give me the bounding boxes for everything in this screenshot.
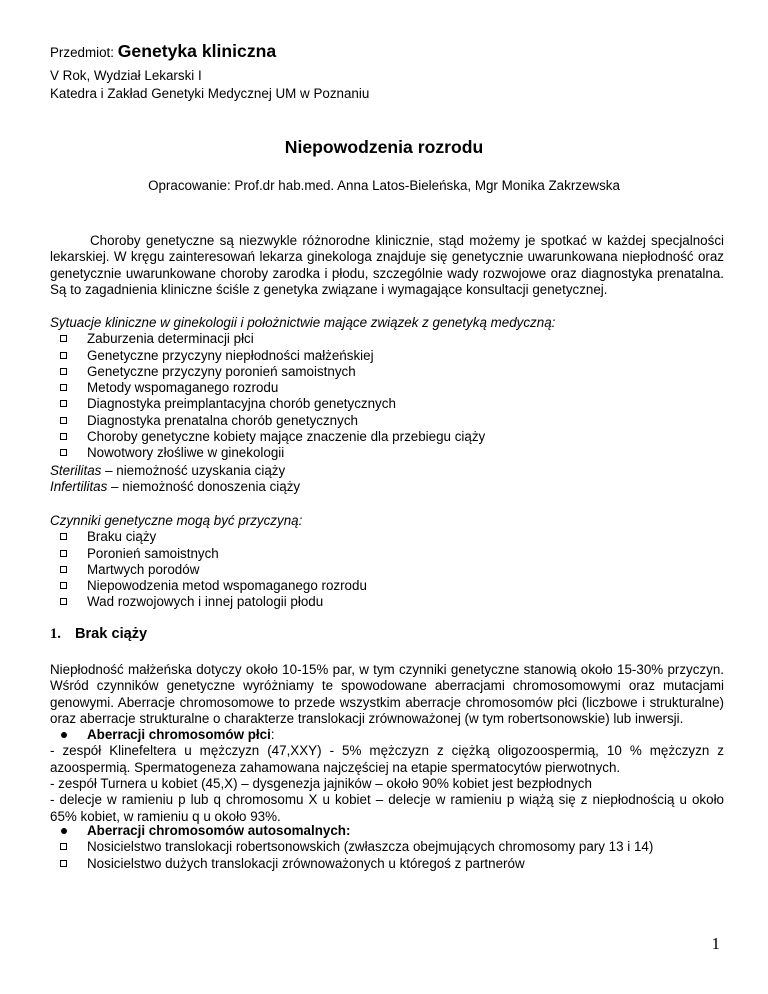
infertilitas-definition: Infertilitas – niemożność donoszenia ciąży: [50, 479, 301, 495]
checkbox-bullet-icon: [60, 417, 67, 424]
list-item: Metody wspomaganego rozrodu: [50, 380, 724, 396]
section-title: Brak ciąży: [74, 626, 148, 642]
intro-paragraph: Choroby genetyczne są niezwykle różnorodne klinicznie, stąd możemy je spotkać w każdej specjalności lekarskiej. W kręgu zainteresowań lekarza ginekologa znajduje się genetycznie uwarunkowana niepłodność oraz genetycznie uwarunkowane choroby zarodka i płodu, szczególnie wady rozwojowe oraz diagnostyka prenatalna. Są to zagadnienia kliniczne ściśle z genetyka związane i wymagające konsultacji genetycznej.: [50, 233, 724, 297]
list-item: Nosicielstwo dużych translokacji zrównoważonych u któregoś z partnerów: [50, 856, 724, 872]
section-number: 1.: [50, 626, 61, 642]
section-paragraph: Niepłodność małżeńska dotyczy około 10-15% par, w tym czynniki genetyczne stanowią około 15-30% przyczyn. Wśród czynników genetyczne wyróżniamy te spowodowane aberracjami chromosomowymi oraz mutacjami genowymi. Aberracje chromosomowe to przede wszystkim aberracje chromosomów płci (liczbowe i strukturalne) oraz aberracje strukturalne o charakterze translokacji zrównoważonej (w tym robertsonowskie) lub inwersji.: [50, 662, 724, 726]
checkbox-bullet-icon: [60, 335, 67, 342]
authors-line: Opracowanie: Prof.dr hab.med. Anna Latos-Bieleńska, Mgr Monika Zakrzewska: [148, 178, 620, 193]
sex-chromosome-bullet: Aberracji chromosomów płci:: [50, 727, 724, 743]
list-item: Niepowodzenia metod wspomaganego rozrodu: [50, 578, 724, 594]
list-item: Zaburzenia determinacji płci: [50, 331, 724, 347]
list-item: Genetyczne przyczyny niepłodności małżeńskiej: [50, 348, 724, 364]
checkbox-bullet-icon: [60, 550, 67, 557]
autosomal-section: [50, 823, 724, 872]
sex-line: - zespół Turnera u kobiet (45,X) – dysgenezja jajników – około 90% kobiet jest bezpłodnych: [50, 776, 592, 792]
list-item: Wad rozwojowych i innej patologii płodu: [50, 594, 724, 610]
bullet-dot-icon: [61, 732, 67, 738]
list-item: Nosicielstwo translokacji robertsonowskich (zwłaszcza obejmujących chromosomy pary 13 i 14): [50, 839, 724, 855]
department: Katedra i Zakład Genetyki Medycznej UM w Poznaniu: [50, 86, 370, 101]
checkbox-bullet-icon: [60, 449, 67, 456]
clinical-situations: [50, 315, 724, 462]
checkbox-bullet-icon: [60, 582, 67, 589]
autosomal-list: [50, 839, 724, 872]
checkbox-bullet-icon: [60, 352, 67, 359]
bullet-dot-icon: [61, 828, 67, 834]
genetic-factors: [50, 513, 724, 611]
situations-heading: Sytuacje kliniczne w ginekologii i położnictwie mające związek z genetyką medyczną:: [50, 315, 556, 330]
checkbox-bullet-icon: [60, 598, 67, 605]
section-body: [50, 662, 724, 825]
checkbox-bullet-icon: [60, 860, 67, 867]
factors-heading: Czynniki genetyczne mogą być przyczyną:: [50, 513, 303, 528]
list-item: Martwych porodów: [50, 562, 724, 578]
list-item: Poronień samoistnych: [50, 546, 724, 562]
subject-label: Przedmiot:: [50, 45, 114, 60]
page-number: 1: [711, 934, 720, 953]
autosomal-bullet: Aberracji chromosomów autosomalnych:: [50, 823, 724, 839]
checkbox-bullet-icon: [60, 368, 67, 375]
section-heading: [50, 626, 147, 643]
checkbox-bullet-icon: [60, 566, 67, 573]
list-item: Diagnostyka preimplantacyjna chorób genetycznych: [50, 396, 724, 412]
checkbox-bullet-icon: [60, 533, 67, 540]
list-item: Choroby genetyczne kobiety mające znaczenie dla przebiegu ciąży: [50, 429, 724, 445]
subject-name: Genetyka kliniczna: [117, 41, 277, 61]
list-item: Genetyczne przyczyny poronień samoistnych: [50, 364, 724, 380]
checkbox-bullet-icon: [60, 433, 67, 440]
year-faculty: V Rok, Wydział Lekarski I: [50, 68, 202, 83]
situations-list: [50, 331, 724, 461]
definitions: [50, 463, 724, 496]
checkbox-bullet-icon: [60, 400, 67, 407]
list-item: Nowotwory złośliwe w ginekologii: [50, 445, 724, 461]
list-item: Diagnostyka prenatalna chorób genetycznych: [50, 413, 724, 429]
sex-line: - delecje w ramieniu p lub q chromosomu X u kobiet – delecje w ramieniu p wiążą się z niepłodnością u około 65% kobiet, w ramieniu q u około 93%.: [50, 792, 724, 824]
checkbox-bullet-icon: [60, 843, 67, 850]
document-title: Niepowodzenia rozrodu: [284, 137, 484, 157]
list-item: Braku ciąży: [50, 529, 724, 545]
checkbox-bullet-icon: [60, 384, 67, 391]
factors-list: [50, 529, 724, 610]
sex-line: - zespół Klinefeltera u mężczyzn (47,XXY) - 5% mężczyzn z ciężką oligozoospermią, 10 % mężczyzn z azoospermią. Spermatogeneza zahamowana najczęściej na etapie spermatocytów pierwotnych.: [50, 743, 724, 775]
sterilitas-definition: Sterilitas – niemożność uzyskania ciąży: [50, 463, 286, 478]
subject-line: [50, 43, 276, 61]
